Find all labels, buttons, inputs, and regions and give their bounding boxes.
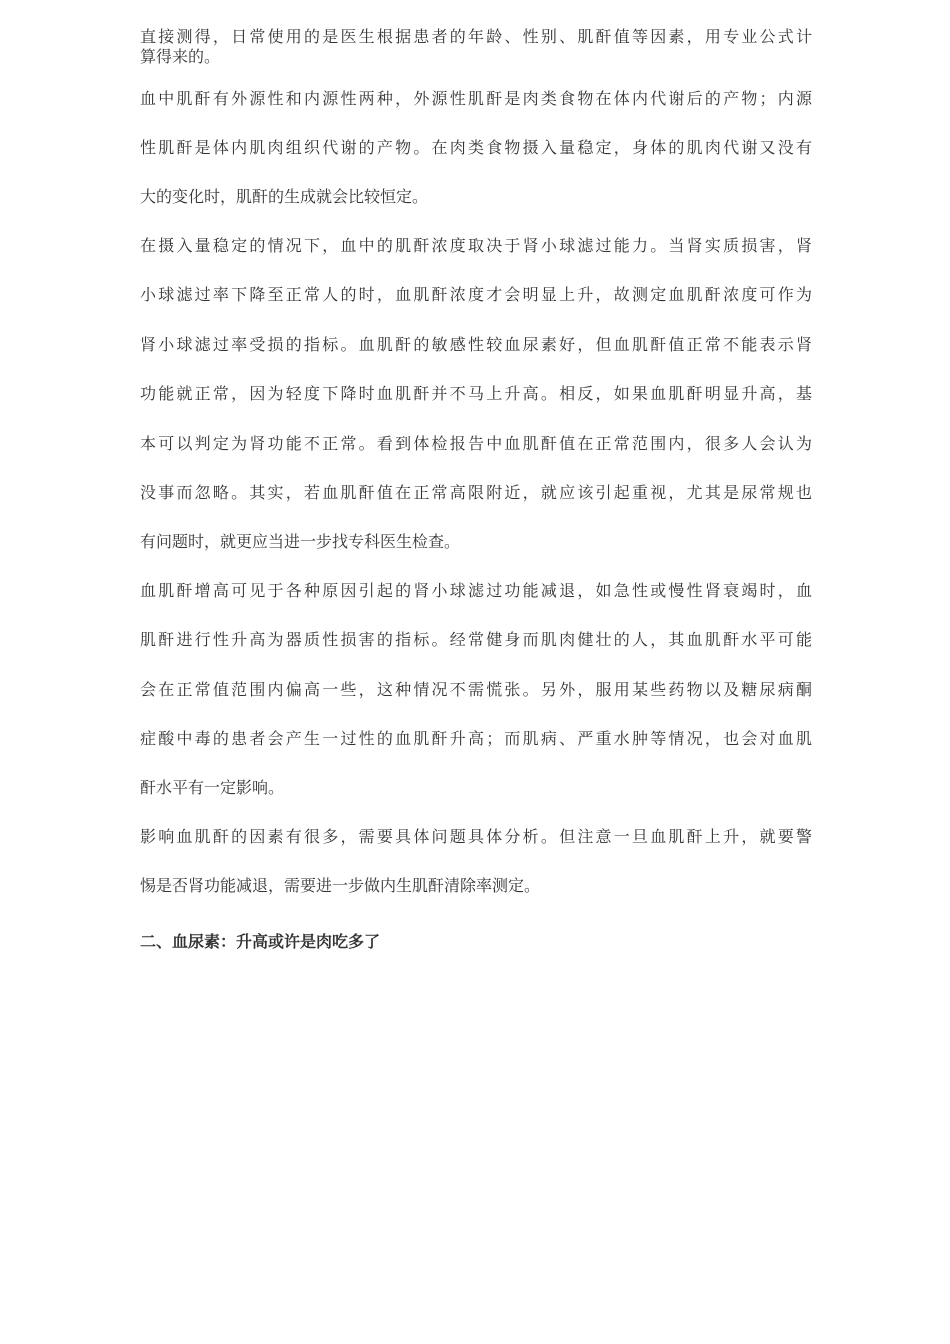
paragraph-4-line-2: 肌酐进行性升高为器质性损害的指标。经常健身而肌肉健壮的人，其血肌酐水平可能 [140, 630, 812, 649]
paragraph-2-line-1: 血中肌酐有外源性和内源性两种，外源性肌酐是肉类食物在体内代谢后的产物；内源 [140, 89, 812, 108]
paragraph-3-line-5: 本可以判定为肾功能不正常。看到体检报告中血肌酐值在正常范围内，很多人会认为 [140, 434, 812, 453]
paragraph-3-line-1: 在摄入量稳定的情况下，血中的肌酐浓度取决于肾小球滤过能力。当肾实质损害，肾 [140, 236, 812, 255]
paragraph-5-line-1: 影响血肌酐的因素有很多，需要具体问题具体分析。但注意一旦血肌酐上升，就要警 [140, 827, 812, 846]
paragraph-3-line-4: 功能就正常，因为轻度下降时血肌酐并不马上升高。相反，如果血肌酐明显升高，基 [140, 384, 812, 403]
paragraph-5-line-2: 惕是否肾功能减退，需要进一步做内生肌酐清除率测定。 [140, 876, 541, 895]
paragraph-2-line-3: 大的变化时，肌酐的生成就会比较恒定。 [140, 187, 429, 206]
paragraph-4-line-1: 血肌酐增高可见于各种原因引起的肾小球滤过功能减退，如急性或慢性肾衰竭时，血 [140, 581, 812, 600]
paragraph-4-line-3: 会在正常值范围内偏高一些，这种情况不需慌张。另外，服用某些药物以及糖尿病酮 [140, 680, 812, 699]
paragraph-4-line-4: 症酸中毒的患者会产生一过性的血肌酐升高；而肌病、严重水肿等情况，也会对血肌 [140, 729, 812, 748]
paragraph-4-line-5: 酐水平有一定影响。 [140, 778, 285, 797]
paragraph-3-line-7: 有问题时，就更应当进一步找专科医生检查。 [140, 532, 461, 551]
paragraph-3-line-3: 肾小球滤过率受损的指标。血肌酐的敏感性较血尿素好，但血肌酐值正常不能表示肾 [140, 335, 812, 354]
section-heading: 二、血尿素：升高或许是肉吃多了 [140, 932, 381, 951]
paragraph-3-line-2: 小球滤过率下降至正常人的时，血肌酐浓度才会明显上升，故测定血肌酐浓度可作为 [140, 285, 812, 304]
paragraph-1-line-2: 算得来的。 [140, 47, 221, 66]
paragraph-3-line-6: 没事而忽略。其实，若血肌酐值在正常高限附近，就应该引起重视，尤其是尿常规也 [140, 483, 812, 502]
paragraph-1-line-1: 直接测得，日常使用的是医生根据患者的年龄、性别、肌酐值等因素，用专业公式计 [140, 27, 812, 46]
paragraph-2-line-2: 性肌酐是体内肌肉组织代谢的产物。在肉类食物摄入量稳定，身体的肌肉代谢又没有 [140, 138, 812, 157]
